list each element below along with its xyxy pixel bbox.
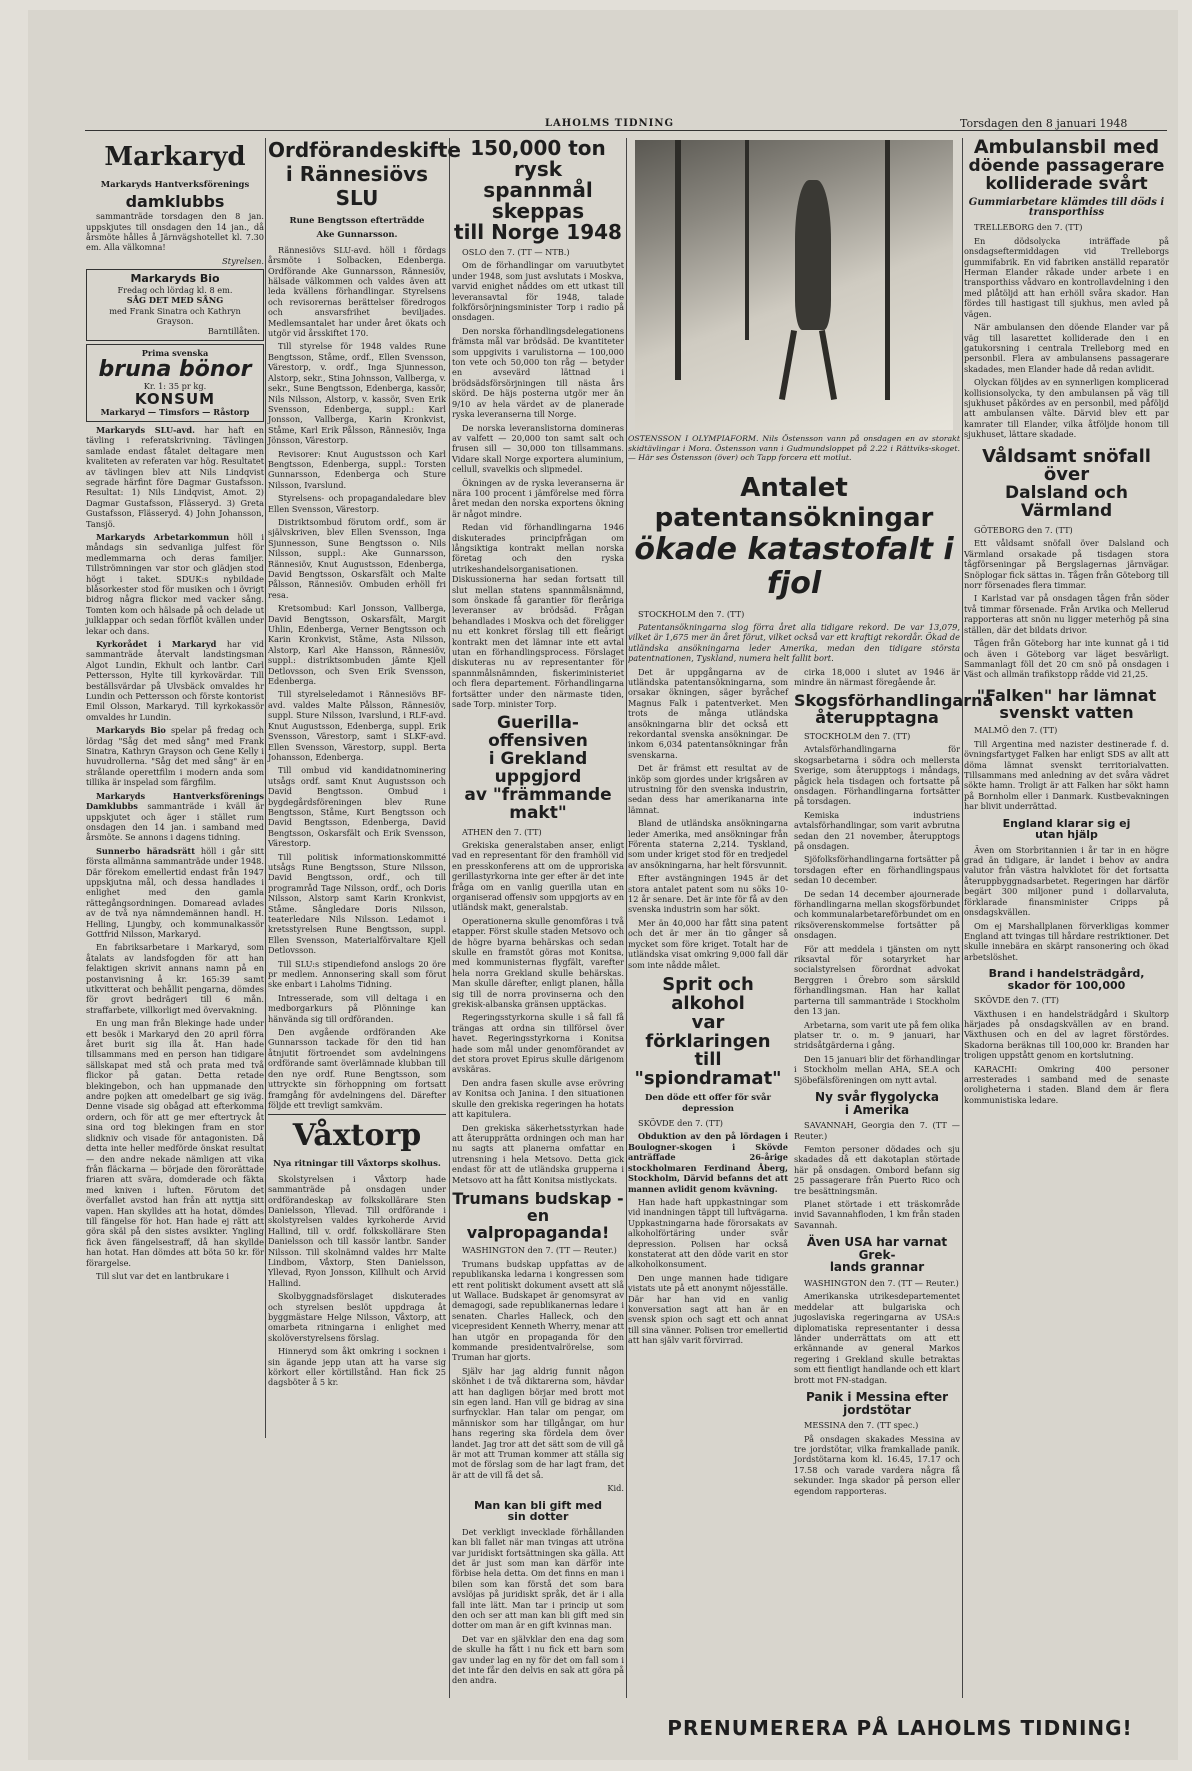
article-paragraph: Till Argentina med nazister destinerade f. d. övningsfartyget Falken har enligt SDS av allt att döma lämnat svenskt territorialvatten. Tillsammans med anledning av det svåra vädret sökte hamn. Troligt är att Falken har sökt hamn på Bornholm eller i Danmark. Kustbevakningen har blivit underrättad. xyxy=(964,738,1169,812)
article-paragraph: För att meddela i tjänsten om nytt riksavtal för sotaryrket har socialstyrelsen förordnat advokat Berggren i Örebro som särskild förhandlingsman. Han har kallat parterna till sammanträde i Stockholm den 13 jan. xyxy=(794,943,960,1017)
subheading: Rune Bengtsson efterträdde xyxy=(289,216,425,226)
headline-line: Även USA har varnat Grek- xyxy=(806,1235,948,1262)
column-rule xyxy=(626,138,627,1698)
headline-line: utan hjälp xyxy=(1035,828,1098,842)
masthead-date: Torsdagen den 8 januari 1948 xyxy=(960,117,1128,130)
headline-line: "Falken" har lämnat xyxy=(976,685,1157,705)
headline-line: till "spiondramat" xyxy=(634,1049,782,1090)
article-paragraph: Om ej Marshallplanen förverkligas kommer England att tvingas till hårdare restriktioner. Det skulle innebära en skärpt ransonering och ökad arbetslöshet. xyxy=(964,920,1169,962)
masthead-paper-name: LAHOLMS TIDNING xyxy=(545,118,675,129)
dateline: WASHINGTON den 7. (TT — Reuter.) xyxy=(462,1245,617,1256)
article-paragraph: Om de förhandlingar om varuutbytet under 1948, som just avslutats i Moskva, varvid enighet nåddes om ett utkast till leveransavtal för 1948, talade folkförsörjningsminister Torp i radio på onsdagen. xyxy=(452,260,624,323)
article-paragraph: Till SLU:s stipendiefond anslogs 20 öre pr medlem. Annonsering skall som förut ske enbart i Laholms Tidning. xyxy=(268,958,446,990)
item-body: har haft en tävling i referatskrivning. Tävlingen samlade endast fåtalet deltagare men kvaliteten av referaten var hög. Resultatet av tävlingen blev att Nils Lindqvist segrade härfint före Dagmar Gustafsson. Resultat: 1) Nils Lindqvist, Amot. 2) Dagmar Gustafsson, Flässeryd. 3) Greta Gustafsson, Flässeryd. 4) John Johansson, Tansjö. xyxy=(86,424,265,529)
article-paragraph: Grekiska generalstaben anser, enligt vad en representant för den framhöll vid en presskonferens att om de upproriska gerillastyrkorna inte ger efter är det inte fråga om en vanlig guerilla utan en organiserad offensiv som uppgjorts av en utländsk makt, generalstab. xyxy=(452,839,624,913)
article-paragraph: Den grekiska säkerhetsstyrkan hade att återupprätta ordningen och man har nu sagts att planerna omfattar en utrensning i hela Metsovo. Detta gick endast för att de utländska grupperna i Metsovo att ha fått Konitsa mistlyckats. xyxy=(452,1122,624,1185)
headline-line: i Amerika xyxy=(844,1102,910,1117)
headline-line: i Grekland uppgjord xyxy=(488,749,588,787)
item-body: höll i går sitt första allmänna sammanträde under 1948. Där förekom emellertid endast från 1947 uppskjutna mål, och dessa handlades i enlighet med den gamla rättegångsordningen. Domaread avlades av de två nya nämndemännen handl. H. Helling, Ljungby, och kommunalkassör Gottfrid Nilsson, Markaryd. xyxy=(86,845,264,939)
subheading: Ake Gunnarsson. xyxy=(316,230,398,241)
headline-line: 150,000 ton rysk xyxy=(470,136,606,181)
cinema-rating: Barntillåten. xyxy=(207,326,260,337)
headline-line: Antalet patentansökningar xyxy=(654,472,934,533)
dateline: ATHEN den 7. (TT) xyxy=(462,826,542,837)
column-main xyxy=(628,138,994,1708)
dateline: WASHINGTON den 7. (TT — Reuter.) xyxy=(804,1277,959,1288)
article-paragraph: Olyckan följdes av en synnerligen komplicerad kollisionsolycka, ty den ambulansen på väg till sjukhuset påkördes av en personbil, med påföljd att ambulansen välte. Därvid blev ett par kamrater till Elander, vilka åtföljde honom till sjukhuset, lättare skadade. xyxy=(964,377,1169,440)
photo-caption: OSTENSSON I OLYMPIAFORM. Nils Östensson vann på onsdagen en av storakt skidtävlingar i Mora. Östensson vann i Gudmundsloppet på 2.22 i Rättviks-skoget. — Här ses Östensson (över) och Tapp forcera ett motlut. xyxy=(628,434,960,462)
article-paragraph: Revisorer: Knut Augustsson och Karl Bengtsson, Edenberga, suppl.: Torsten Gunnarsson, Edenberga och Sture Nilsson, Ivarslund. xyxy=(268,448,446,490)
article-paragraph: Mer än 40,000 har fått sina patent och det är mer än tio gånger så mycket som före kriget. Totalt har de utländska visat omkring 9,000 fall där som inte nådde målet. xyxy=(628,917,788,970)
headline-line: jordstötar xyxy=(843,1402,911,1417)
masthead-rule xyxy=(85,130,1167,131)
article-paragraph: Kretsombud: Karl Jonsson, Vallberga, David Bengtsson, Oskarsfält, Margit Uhlin, Edenberga, Verner Bengtsson och Karin Kronkvist, Ståme, Asta Nilsson, Alstorp, Karl Ake Hansson, Rännesiöv, suppl.: distriktsombuden jämte Kjell Detlovsson, och Sven Erik Svensson, Edenberga. xyxy=(268,603,446,687)
konsum-places: Markaryd — Timsfors — Råstorp xyxy=(100,407,250,418)
headline-line: döende passagerare xyxy=(968,155,1165,176)
headline-line: valpropaganda! xyxy=(466,1222,610,1242)
article-paragraph: Till ombud vid kandidatnominering utsågs ordf. samt Knut Augustsson och David Bengtsson. Ombud i bygdegårdsföreningen blev Rune Bengtsson, Ståme, Kurt Bengtsson och David Bengtsson, Edenberga, David Bengtsson, Oskarsfält och Erik Svensson, Värestorp. xyxy=(268,765,446,849)
cinema-cast: med Frank Sinatra och Kathryn Grayson. xyxy=(109,305,241,326)
article-paragraph: Växthusen i en handelsträdgård i Skultorp härjades på onsdagskvällen av en brand. Växthusen och en del av lagret förstördes. Skadorna beräknas till 100,000 kr. Branden har troligen uppstått genom en kortslutning. xyxy=(964,1008,1169,1061)
item-heading: Kyrkorådet i Markaryd xyxy=(96,639,217,649)
dateline: SAVANNAH, Georgia den 7. (TT — Reuter.) xyxy=(794,1120,960,1141)
article-paragraph: Det verkligt invecklade förhållanden kan bli fallet när man tvingas att utröna var juridiskt fortsättningen ska gälla. Att det är just som man kan därför inte förbise hela detta. Om det finns en man i bilen som kan förstå det som bara avslöjas på juridiskt språk, det är i alla fall inte lätt. Man tar i princip ut som den och ser att man kan bli gift med sin dotter om man är en gift kvinnas man. xyxy=(452,1526,624,1631)
article-column xyxy=(628,667,788,1500)
column-markaryd xyxy=(86,138,264,1738)
article-paragraph: Själv har jag aldrig funnit någon skönhet i de två diktarerna som, hävdar att han dagligen börjar med brott mot sin egen land. Han vill ge bidrag av sina surfnycklar. Han talar om pengar, om människor som har tillgångar, om hur hans regering ska fördela dem över landet. Jag tror att det sätt som de vill gå är mot att Truman kommer att ställa sig mot de förslag som de har lagt fram, det är att de vill få det så. xyxy=(452,1365,624,1480)
article-lead: Patentansökningarna slog förra året alla tidigare rekord. De var 13,079, vilket är 1,675 mer än året förut, vilket också var ett kraftigt rekordår. Ökad de utländska ansökningarna leder Amerika, medan den tidigare största patentnationen, Tyskland, numera helt fallit bort. xyxy=(628,621,960,664)
article-paragraph: Avtalsförhandlingarna för skogsarbetarna i södra och mellersta Sverige, som återupptogs i måndags, pågick hela tisdagen och fortsatte på onsdagen. Förhandlingarna fortsätter på torsdagen. xyxy=(794,744,960,807)
headline-line: kolliderade svårt xyxy=(985,173,1148,194)
article-paragraph: Den norska förhandlingsdelegationens främsta mål var brödsäd. De kvantiteter som uppgivits i varulistorna — 100,000 ton vete och 50,000 ton råg — betyder en avsevärd lättnad i brödsädsförsörjningen till nästa års skörd. De häjs posterna utgör mer än 9/10 av hela värdet av de planerade ryska leveranserna till Norge. xyxy=(452,325,624,420)
dateline: SKÖVDE den 7. (TT) xyxy=(638,1118,723,1129)
headline-line: skador för 100,000 xyxy=(1007,978,1126,992)
column-rule xyxy=(962,138,963,1698)
konsum-logo: KONSUM xyxy=(134,389,216,408)
headline-line: sin dotter xyxy=(507,1510,569,1524)
column-rannesiov xyxy=(268,138,461,1738)
headline-line: av "främmande makt" xyxy=(464,784,612,823)
article-paragraph: På onsdagen skakades Messina av tre jordstötar, vilka framkallade panik. Jordstötarna kom kl. 16.45, 17.17 och 17.58 och varade vardera några få sekunder. Inga skador på person eller egendom rapporteras. xyxy=(794,1433,960,1496)
dateline: MALMÖ den 7. (TT) xyxy=(974,725,1058,736)
headline-line: Brand i handelsträdgård, xyxy=(988,967,1145,981)
article-paragraph: Efter avstängningen 1945 är det stora antalet patent som nu söks 10-12 år senare. Det är inte för få av den svenska industrin som har sökt. xyxy=(628,873,788,915)
article-paragraph: Det är främst ett resultat av de inköp som gjordes under krigsåren av utrustning för den svenska industrin, sedan dess har amerikanarna inte lämnat. xyxy=(628,763,788,815)
notice-subtitle: Markaryds Hantverksförenings xyxy=(100,180,250,190)
konsum-product: bruna bönor xyxy=(98,357,252,383)
article-paragraph: Trumans budskap uppfattas av de republikanska ledarna i kongressen som ett rent politiskt dokument avsett att slå ut Wallace. Budskapet är genomsyrat av demagogi, sade republikanernas ledare i senaten. Charles Halleck, och den vicepresident Kenneth Wherry, menar att han utgör en propaganda för den kommande presidentvalrörelse, som Truman har gjorts. xyxy=(452,1258,624,1363)
headline-line: spannmål skeppas xyxy=(483,178,593,223)
article-paragraph: Styrelsens- och propagandaledare blev Ellen Svensson, Värestorp. xyxy=(268,493,446,514)
headline-line: var förklaringen xyxy=(645,1011,771,1052)
column-rule xyxy=(449,138,450,1698)
item-body: spelar på fredag och lördag "Såg det med sång" med Frank Sinatra, Kathryn Grayson och Gene Kelly i huvudrollerna. "Såg det med sång" är en strålande operettfilm i modern anda som tillika är inspelad som färgfilm. xyxy=(86,725,264,788)
article-paragraph: cirka 18,000 i slutet av 1946 är mindre än närmast föregående år. xyxy=(794,666,960,687)
headline-line: Sprit och alkohol xyxy=(662,973,754,1014)
article-paragraph: Amerikanska utrikesdepartementet meddelar att bulgariska och jugoslaviska regeringarna av USA:s diplomatiska representanter i dessa länder underrättats om att ett erkännande av general Markos regering i Grekland skulle betraktas som ett fientligt handlande och ett klart brott mot FN-stadgan. xyxy=(794,1291,960,1385)
headline-line: svenskt vatten xyxy=(999,702,1134,722)
item-heading: Markaryds Bio xyxy=(96,725,166,736)
headline-line: i Rännesiövs SLU xyxy=(285,162,429,210)
article-paragraph: Till styrelseledamot i Rännesiövs BF-avd. valdes Malte Pålsson, Rännesiöv, suppl. Sture Nilsson, Ivarslund, i RLF-avd. Knut Augustsson, Edenberga, suppl. Erik Svensson, Värestorp, samt i SLKF-avd. Ellen Svensson, Värestorp, suppl. Berta Johansson, Edenberga. xyxy=(268,689,446,762)
headline-line: ökade katastofalt i fjol xyxy=(634,531,954,601)
article-paragraph: Skolbyggnadsförslaget diskuterades och styrelsen beslöt uppdraga åt byggmästare Helge Nilsson, Våxtorp, att omarbeta ritningarna i enlighet med skolöverstyrelsens förslag. xyxy=(268,1291,446,1343)
section-heading-vaxtorp: Våxtorp xyxy=(268,1114,446,1151)
section-heading-markaryd: Markaryd xyxy=(104,142,246,172)
konsum-pre: Prima svenska xyxy=(141,347,209,358)
item-heading: Markaryds Hantverksförenings Damklubbs xyxy=(86,790,264,812)
signature: Kid. xyxy=(607,1483,624,1494)
article-paragraph: Ett våldsamt snöfall över Dalsland och Värmland orsakade på tisdagen stora tågförseningar på Bergslagernas järnvägar. Snöplogar fick sättas in. Tågen från Göteborg till norr försenades flera timmar. xyxy=(964,538,1169,591)
article-paragraph: Operationerna skulle genomföras i två etapper. Först skulle staden Metsovo och de högre byarna behärskas och sedan skulle en framstöt göras mot Konitsa, med kommunisternas flygfält, varefter hela norra Grekland skulle behärskas. Man skulle därefter, enligt planen, hålla sig till de norra provinserna och den grekisk-albanska gränsen upptäckas. xyxy=(452,915,624,1010)
headline-line: Panik i Messina efter xyxy=(805,1390,949,1405)
column-rule xyxy=(265,138,266,1438)
column-news xyxy=(452,138,624,1708)
headline-line: Trumans budskap - en xyxy=(452,1188,624,1225)
cinema-time: Fredag och lördag kl. 8 em. xyxy=(117,284,233,295)
notice-body: sammanträde torsdagen den 8 jan. uppskjutes till onsdagen den 14 jan., då årsmöte hålles å Järnvägshotellet kl. 7.30 em. Alla välkomna! xyxy=(86,211,264,253)
article-paragraph: Till styrelse för 1948 valdes Rune Bengtsson, Ståme, ordf., Ellen Svensson, Värestorp, v. ordf., Inga Sjunnesson, Alstorp, sekr., Stina Johnsson, Vallberga, v. sekr., Sune Bengtsson, Edenberga, kassör, Nils Nilsson, Alstorp, v. kassör, Sven Erik Svensson, Edenberga, suppl.: Karl Jonsson, Vallberga, Karin Kronkvist, Ståme, Karl Erik Pålsson, Rännesiöv, Inga Jönsson, Värestorp. xyxy=(268,341,446,446)
cinema-title: Markaryds Bio xyxy=(130,272,220,286)
article-paragraph: Obduktion av den på lördagen i Boulogner-skogen i Skövde anträffade 26-årige stockholmaren Ferdinand Åberg, Stockholm, Därvid befanns det att mannen avlidit genom kvävning. xyxy=(628,1131,788,1194)
subheading: Gummiarbetare klämdes till döds i transporthiss xyxy=(968,196,1165,219)
article-paragraph: I Karlstad var på onsdagen tågen från söder två timmar försenade. Från Arvika och Mellerud rapporteras att snön nu ligger meterhög på sina ställen, där det bildats drivor. xyxy=(964,593,1169,635)
item-body: har vid sammanträde återvalt landstingsman Algot Lundin, Ekhult och lantbr. Carl Pettersson, Hylte till kyrkovärdar. Till beställsvärdar på Ulvsbäck omvaldes hr Lundin och Pettersson och förste kontorist Emil Olsson, Markaryd. Till kyrkokassör omvaldes hr Lundin. xyxy=(86,639,264,722)
cinema-film: SÅG DET MED SÅNG xyxy=(126,295,224,306)
headline-line: Ny svår flygolycka xyxy=(815,1089,939,1104)
article-paragraph: Regeringsstyrkorna skulle i så fall få trängas att ordna sin tillförsel över havet. Regeringsstyrkorna i Konitsa hade som mål under genomförandet av det stora provet Epirus skulle därigenom avskäras. xyxy=(452,1012,624,1075)
article-paragraph: De norska leveranslistorna domineras av valfett — 20,000 ton samt salt och frusen sill — 30,000 ton tillsammans. Vidare skall Norge exportera aluminium, cellull, svavelkis och slipmedel. xyxy=(452,422,624,475)
article-paragraph: En dödsolycka inträffade på onsdagseftermiddagen vid Trelleborgs gummifabrik. En vid fabriken anställd reparatör Herman Elander råkade under arbete i en transporthiss vådvaro en kontrollavdelning i den med plåtöljd att han erhöll svåra skador. Han fördes till hastigast till sjukhus, men avled på vägen. xyxy=(964,235,1169,319)
headline-line: Dalsland och Värmland xyxy=(1005,483,1128,522)
article-paragraph: Rännesiövs SLU-avd. höll i fördags årsmöte i Solbacken, Edenberga. Ordförande Ake Gunnarsson, Rännesiöv, hälsade välkommen och valdes även att leda kvällens förhandlingar. Styrelsens och revisorernas berättelser föredrogos och ansvarsfrihet beviljades. Medlemsantalet har under året ökats och utgör vid årsskiftet 170. xyxy=(268,244,446,339)
subheading: Den döde ett offer för svår depression xyxy=(644,1093,772,1114)
item-heading: Sunnerbo häradsrätt xyxy=(96,845,195,856)
item-body: En fabriksarbetare i Markaryd, som åtalats av landsfogden för att han felaktigen skrivit annans namn på en postanvisning å kr. 165:39 samt utkvitterat och behållit pengarna, dömdes för grovt bedrägeri till 6 mån. straffarbete, villkorligt med övervakning. xyxy=(86,942,264,1015)
headline-line: England klarar sig ej xyxy=(1002,816,1131,830)
headline-line: Ordförandeskifte xyxy=(268,138,461,162)
article-paragraph: Ökningen av de ryska leveranserna är nära 100 procent i jämförelse med förra året medan den norska exportens ökning är något mindre. xyxy=(452,477,624,519)
article-paragraph: Kemiska industriens avtalsförhandlingar, som varit avbrutna sedan den 21 november, återupptogs på onsdagen. xyxy=(794,809,960,851)
notice-signature: Styrelsen. xyxy=(222,255,264,266)
item-heading: Markaryds SLU-avd. xyxy=(96,424,196,435)
headline-line: Guerilla-offensiven xyxy=(488,713,588,752)
article-paragraph: Arbetarna, som varit ute på fem olika platser tr. o. m. 9 januari, har stridsåtgärderna i gång. xyxy=(794,1019,960,1051)
article-paragraph: Även om Storbritannien i år tar in en högre grad än tidigare, är landet i behov av andra valutor från västra halvklotet för det fortsatta återuppbyggnadsarbetet. Regeringen har därför begärt 300 miljoner pund i dollarvaluta, förklarade finansminister Cripps på onsdagskvällen. xyxy=(964,844,1169,918)
headline-line: Våldsamt snöfall över xyxy=(982,445,1151,486)
headline-line: lands grannar xyxy=(829,1260,925,1275)
headline-line: Ambulansbil med xyxy=(973,136,1160,158)
subscribe-banner: PRENUMERERA PÅ LAHOLMS TIDNING! xyxy=(667,1716,1133,1740)
dateline: TRELLEBORG den 7. (TT) xyxy=(974,222,1083,233)
dateline: GÖTEBORG den 7. (TT) xyxy=(974,525,1073,536)
article-paragraph: Det var en självklar den ena dag som de skulle ha fått i nu fick ett barn som gav under lag en ny för det om fall som i det inte får den delvis en sak att göra på den andra. xyxy=(452,1633,624,1686)
notice-title: damklubbs xyxy=(125,192,225,212)
subheading: Nya ritningar till Våxtorps skolhus. xyxy=(273,1159,441,1170)
article-paragraph: Till politisk informationskommitté utsågs Rune Bengtsson, Sture Nilsson, David Bengtsson, ordf., och till programråd Tage Nilsson, ordf., och Doris Nilsson, Alstorp samt Karin Kronkvist, Ståme. Sångledare Doris Nilsson, teaterledare Nils Nilsson. Ledamot i kretsstyrelsen Rune Bengtsson, suppl. Ellen Svensson, Materialförvaltare Kjell Detlovsson. xyxy=(268,851,446,956)
article-paragraph: Skolstyrelsen i Våxtorp hade sammanträde på onsdagen under ordförandeskap av folkskollärare Sten Danielsson, Yllevad. Till ordförande i skolstyrelsen valdes kyrkoherde Arvid Hallind, till v. ordf. folkskollärare Sten Danielsson och till kassör lantbr. Sander Nilsson. Till skolnämnd valdes hrr Malte Lindbom, Våxtorp, Sten Danielsson, Yllevad, Ryon Jonsson, Killhult och Arvid Hallind. xyxy=(268,1173,446,1288)
dateline: MESSINA den 7. (TT spec.) xyxy=(804,1420,919,1431)
article-paragraph: Den 15 januari blir det förhandlingar i Stockholm mellan AHA, SE.A och Sjöbefälsföreningen om nytt avtal. xyxy=(794,1053,960,1085)
headline-line: Man kan bli gift med xyxy=(474,1498,602,1512)
dateline: OSLO den 7. (TT — NTB.) xyxy=(462,247,570,257)
column-right xyxy=(964,138,1169,1708)
item-body: Till slut var det en lantbrukare i xyxy=(96,1270,229,1281)
article-paragraph: De sedan 14 december ajournerade förhandlingarna mellan skogsförbundet och kommunalarbetareförbundet om en riksöverenskommelse fortsätter på onsdagen. xyxy=(794,888,960,941)
article-paragraph: Han hade haft uppkastningar som vid inandningen täppt till luftvägarna. Uppkastningarna hade förorsakats av alkoholförtäring under svår depression. Polisen har också konstaterat att den döde varit en stor alkoholkonsument. xyxy=(628,1196,788,1270)
article-paragraph: KARACHI: Omkring 400 personer arresterades i samband med de senaste oroligheterna i staden. Bland dem är flera kommunistiska ledare. xyxy=(964,1063,1169,1105)
article-paragraph: Det är uppgångarna av de utländska patentansökningarna, som orsakar ökningen, säger byråchef Magnus Falk i patentverket. Men trots de många utländska ansökningarna blir det också ett rekordantal svenska ansökningar. De inkom 6,034 patentansökningar från svenskarna. xyxy=(628,666,788,760)
article-paragraph: Den unge mannen hade tidigare vistats ute på ett anonymt nöjesställe. Där har han vid en vanlig konversation sagt att han är en svensk spion och sagt ett och annat till sina vänner. Polisen tror emellertid att han själv varit förvirrad. xyxy=(628,1272,788,1346)
article-paragraph: Den avgående ordföranden Ake Gunnarsson tackade för den tid han åtnjutit förtroendet som avdelningens ordförande samt överlämnade klubban till den nye ordf. Rune Bengtsson, som uttryckte sin förhoppning om fortsatt framgång för avdelningens del. Därefter följde ett trevligt samkväm. xyxy=(268,1027,446,1110)
item-body: En ung man från Blekinge hade under ett besök i Markaryd den 20 april förra året burit sig illa åt. Han hade tillsammans med en person han tidigare sällskapat med stå och prata med två flickor på gatan. Detta retade blekingebon, och han uppmanade den andre pojken att omedelbart ge sig iväg. Denne visade sig obågad att efterkomma ordern, och för att ge mer eftertryck åt sina ord tog blekingen fram en stor slidkniv och visade för antagonisten. Då detta inte heller medförde önskat resultat — den andre nekade nämligen att vika från fläckarna — började den förorättade friaren att svära, domderade och fäkta med kniven i luften. Förutom det överfallet avstod han från att nyttja sitt vapen. Han skylldes att ha hotat, dömdes till fängelse för hot. Han hade ej rätt att göra skäl på den sistes avsikter. Yngling fick även fängelsestraff, då han skyllde han hotat. Han dömdes att böta 50 kr. för förargelse. xyxy=(86,1018,264,1268)
article-paragraph: Femton personer dödades och sju skadades då ett dakotaplan störtade här på onsdagen. Ombord befann sig 25 passagerare från Puerto Rico och tre besättningsmän. xyxy=(794,1143,960,1196)
item-heading: Markaryds Arbetarkommun xyxy=(96,531,230,542)
dateline: STOCKHOLM den 7. (TT) xyxy=(638,608,745,619)
skier-photo xyxy=(635,140,953,430)
headline-line: Skogsförhandlingarna xyxy=(794,691,994,711)
cinema-ad xyxy=(86,269,264,341)
headline-line: återupptagna xyxy=(815,708,939,728)
item-body: höll i måndags sin sedvanliga julfest för medlemmarna och deras familjer. Tillströmningen var stor och glädjen stod högt i taket. SDUK:s nybildade blåsorkester stod för musiken och i övrigt bidrog några flickor med vacker sång. Tomten kom och hälsade på och delade ut julklappar och sedan förflöt kvällen under lekar och dans. xyxy=(86,531,264,636)
article-paragraph: Redan vid förhandlingarna 1946 diskuterades principfrågan om långsiktiga kontrakt mellan norska företag och den ryska utrikeshandelsorganisationen. Diskussionerna har sedan fortsatt till slut mellan statens spannmålsnämnd, som önskade få garantier för fleråriga leveranser av brödsäd. Frågan behandlades i Moskva och det föreligger nu ett konkret förslag till ett fleårigt kontrakt men det lämnar inte ett avtal utan en förhandlingsprocess. Förslaget diskuteras nu av representanter för spannmålsnämnden, fiskeriministeriet och flera departement. Förhandlingarna fortsätter under den närmaste tiden, sade Torp. minister Torp. xyxy=(452,522,624,710)
konsum-price: Kr. 1: 35 pr kg. xyxy=(143,381,207,392)
article-paragraph: Planet störtade i ett träskområde invid Savannahfloden, 1 km från staden Savannah. xyxy=(794,1198,960,1230)
article-paragraph: Tågen från Göteborg har inte kunnat gå i tid och även i Göteborg var läget besvärligt. Sammanlagt föll det 20 cm snö på onsdagen i Väst och allmän trafikstopp rådde vid 21,25. xyxy=(964,638,1169,680)
article-paragraph: Den andra fasen skulle avse erövring av Konitsa och Janina. I den situationen skulle den grekiska regeringen ha hotats att kapitulera. xyxy=(452,1077,624,1120)
dateline: STOCKHOLM den 7. (TT) xyxy=(804,730,911,741)
article-paragraph: Bland de utländska ansökningarna leder Amerika, med ansökningar från Förenta staterna 2,214. Tyskland, som under kriget stod för en tredjedel av ansökningarna, har helt försvunnit. xyxy=(628,818,788,870)
konsum-ad xyxy=(86,344,264,422)
article-paragraph: Sjöfolksförhandlingarna fortsätter på torsdagen efter en förhandlingspaus sedan 10 december. xyxy=(794,854,960,886)
article-column xyxy=(794,666,994,1500)
article-paragraph: Distriktsombud förutom ordf., som är självskriven, blev Ellen Svensson, Inga Sjunnesson, Sune Bengtsson o. Nils Nilsson, suppl.: Ake Gunnarsson, Rännesiöv, Knut Augustsson, Edenberga, David Bengtsson, Oskarsfält och Malte Pålsson, Rännesiöv. Ombuden erhöll fri resa. xyxy=(268,516,446,600)
headline-line: till Norge 1948 xyxy=(454,220,622,244)
article-paragraph: När ambulansen den döende Elander var på väg till lasarettet kolliderade den i en gatukorsning i centrala Trelleborg med en personbil. Flera av ambulansens passagerare skadades, men Elander hade då redan avlidit. xyxy=(964,322,1169,374)
item-body: sammanträde i kväll är uppskjutet och äger i stället rum onsdagen den 14 jan. i samband med årsmöte. Se annons i dagens tidning. xyxy=(86,801,264,843)
article-paragraph: Intresserade, som vill deltaga i en medborgarkurs på Plönninge kan hänvända sig till ordföranden. xyxy=(268,992,446,1024)
article-paragraph: Hinneryd som åkt omkring i socknen i sin ägande jepp utan att ha varse sig körkort eller körtillstånd. Han fick 25 dagsböter å 5 kr. xyxy=(268,1346,446,1388)
dateline: SKÖVDE den 7. (TT) xyxy=(974,995,1059,1006)
